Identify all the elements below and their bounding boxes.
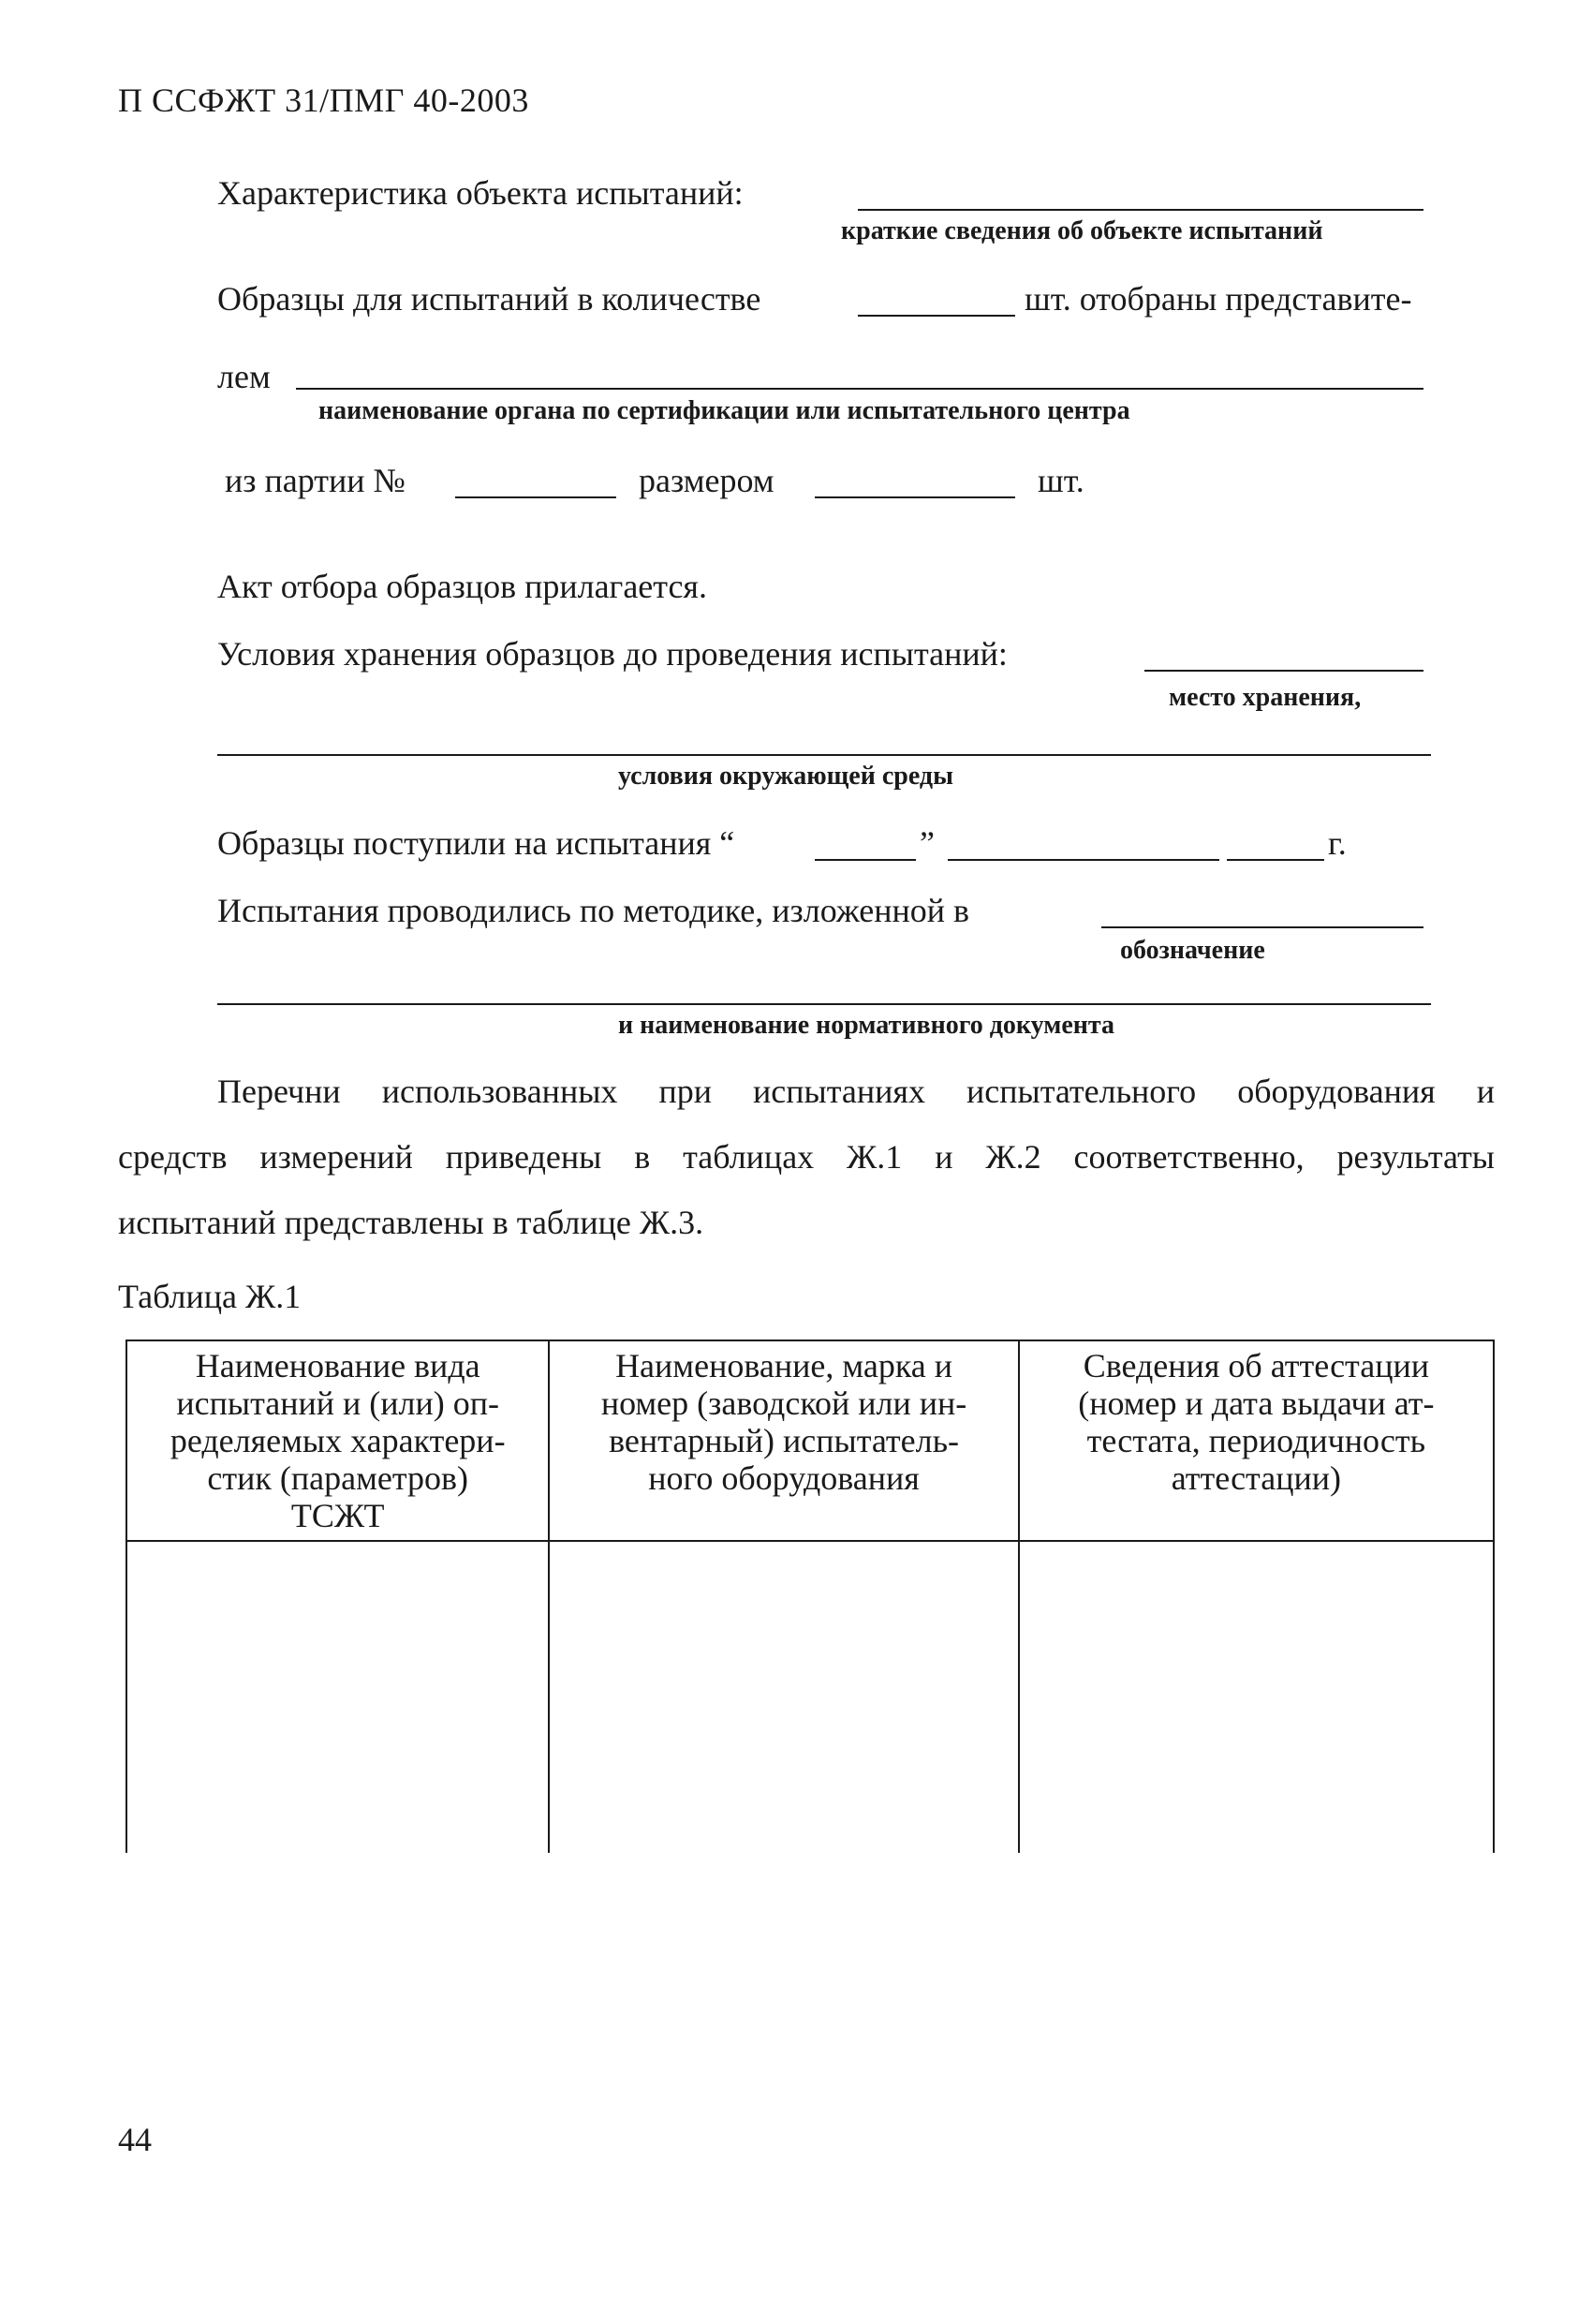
received-quote-close: ” [920,824,935,862]
organ-field-line [296,388,1423,390]
method-label: Испытания проводились по методике, изложенной в [217,892,969,929]
batch-size-line [815,496,1015,498]
table-cell [126,1541,549,1853]
received-year-suffix: г. [1328,824,1347,862]
method-designation-line [1101,926,1423,928]
table-row [126,1541,1494,1853]
table-header-row [126,1340,1494,1541]
batch-unit: шт. [1038,462,1084,499]
column-header-equipment [549,1340,1018,1541]
intro-paragraph [118,1058,1495,1255]
received-day-line [815,859,916,861]
object-caption: краткие сведения об объекте испытаний [841,216,1323,245]
page-number: 44 [118,2121,152,2158]
storage-label: Условия хранения образцов до проведения испытаний: [217,635,1008,673]
header-line: вентарный) испытатель- [609,1422,959,1459]
header-line: Наименование, марка и [615,1347,953,1384]
header-line: Сведения об аттестации [1083,1347,1430,1384]
header-line: ТСЖТ [290,1497,385,1534]
organ-caption: наименование органа по сертификации или испытательного центра [318,396,1130,425]
header-line: аттестации) [1171,1459,1341,1497]
object-field-line [858,209,1423,211]
environment-field-line [217,754,1431,756]
intro-line-1 [118,1058,1495,1124]
samples-prefix: Образцы для испытаний в количестве [217,280,761,318]
batch-number-line [455,496,616,498]
received-label: Образцы поступили на испытания “ [217,824,735,862]
batch-size-label: размером [639,462,774,499]
samples-continuation: лем [217,358,271,395]
act-text: Акт отбора образцов прилагается. [217,568,707,605]
method-docname-line [217,1003,1431,1005]
docname-caption: и наименование нормативного документа [618,1011,1115,1040]
storage-place-line [1144,670,1423,672]
designation-caption: обозначение [1120,936,1265,965]
column-header-test-type [126,1340,549,1541]
header-line: Наименование вида [195,1347,480,1384]
table-cell [549,1541,1018,1853]
header-line: испытаний и (или) оп- [176,1384,500,1422]
header-line: ного оборудования [648,1459,920,1497]
header-line: стик (параметров) [207,1459,468,1497]
intro-line-2: средств измерений приведены в таблицах Ж.1 и Ж.2 соответственно, результаты [118,1138,1495,1176]
received-year-line [1227,859,1324,861]
header-line: (номер и дата выдачи ат- [1078,1384,1435,1422]
object-label: Характеристика объекта испытаний: [217,174,744,212]
batch-prefix: из партии № [225,462,406,499]
table-title: Таблица Ж.1 [118,1278,302,1315]
storage-place-caption: место хранения, [1169,683,1362,712]
column-header-attestation [1019,1340,1494,1541]
document-code: П ССФЖТ 31/ПМГ 40-2003 [118,81,529,119]
received-month-line [948,859,1219,861]
intro-line-1-text: Перечни использованных при испытаниях испытательного оборудования и [217,1073,1495,1110]
intro-line-3: испытаний представлены в таблице Ж.3. [118,1204,704,1241]
environment-caption: условия окружающей среды [618,762,953,791]
equipment-table [125,1340,1495,1853]
header-line: тестата, периодичность [1086,1422,1426,1459]
header-line: ределяемых характери- [170,1422,506,1459]
samples-count-line [858,315,1015,317]
samples-suffix: шт. отобраны представите- [1025,280,1412,318]
table-cell [1019,1541,1494,1853]
header-line: номер (заводской или ин- [600,1384,967,1422]
